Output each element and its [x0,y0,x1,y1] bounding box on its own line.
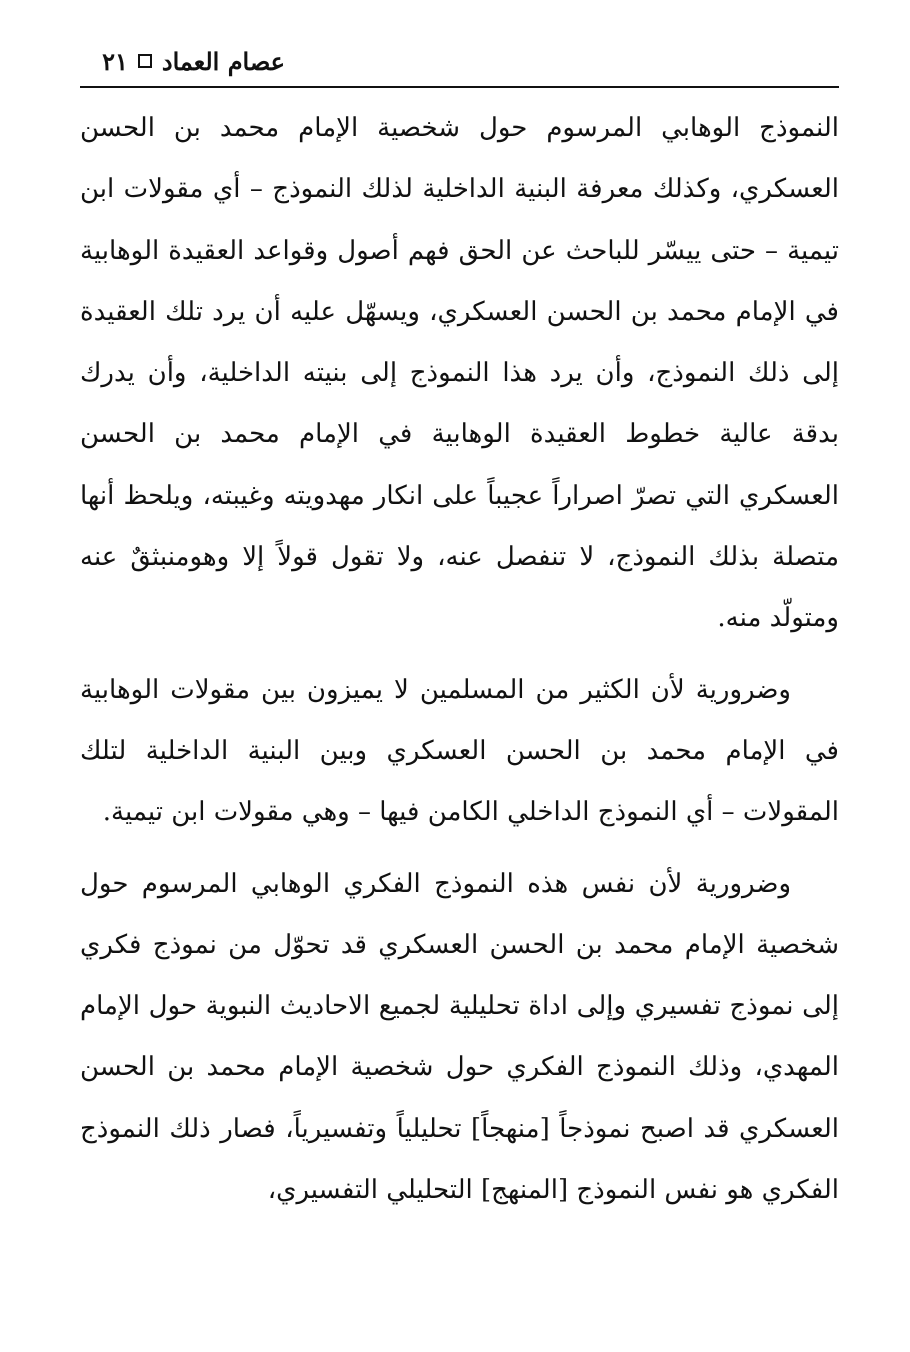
paragraph-3: وضرورية لأن نفس هذه النموذج الفكري الوهابي المرسوم حول شخصية الإمام محمد بن الحسن العسكري قد تحوّل من نموذج فكري إلى نموذج تفسيري وإلى اداة تحليلية لجميع الاحاديث النبوية حول الإمام المهدي، وذلك النموذج الفكري حول شخصية الإمام محمد بن الحسن العسكري قد اصبح نموذجاً [منهجاً] تحليلياً وتفسيرياً، فصار ذلك النموذج الفكري هو نفس النموذج [المنهج] التحليلي التفسيري، [80,868,839,1206]
header-square-icon [138,54,152,68]
running-header [80,36,285,86]
paragraph-1: النموذج الوهابي المرسوم حول شخصية الإمام محمد بن الحسن العسكري، وكذلك معرفة البنية الداخلية لذلك النموذج – أي مقولات ابن تيمية – حتى ييسّر للباحث عن الحق فهم أصول وقواعد العقيدة الوهابية في الإمام محمد بن الحسن العسكري، ويسهّل عليه أن يرد تلك العقيدة إلى ذلك النموذج، وأن يرد هذا النموذج إلى بنيته الداخلية، وأن يدرك بدقة عالية خطوط العقيدة الوهابية في الإمام محمد بن الحسن العسكري التي تصرّ اصراراً عجيباً على انكار مهدويته وغيبته، ويلحظ أنها متصلة بذلك النموذج، لا تنفصل عنه، ولا تقول قولاً إلا وهومنبثقٌ عنه ومتولّد منه. [80,113,840,634]
header-rule [80,86,839,88]
page-number: ٢١ [102,46,128,76]
paragraph-2: وضرورية لأن الكثير من المسلمين لا يميزون بين مقولات الوهابية في الإمام محمد بن الحسن العسكري وبين البنية الداخلية لتلك المقولات – أي النموذج الداخلي الكامن فيها – وهي مقولات ابن تيمية. [80,674,839,828]
body-text [80,98,839,1221]
running-title: عصام العماد [161,46,285,76]
